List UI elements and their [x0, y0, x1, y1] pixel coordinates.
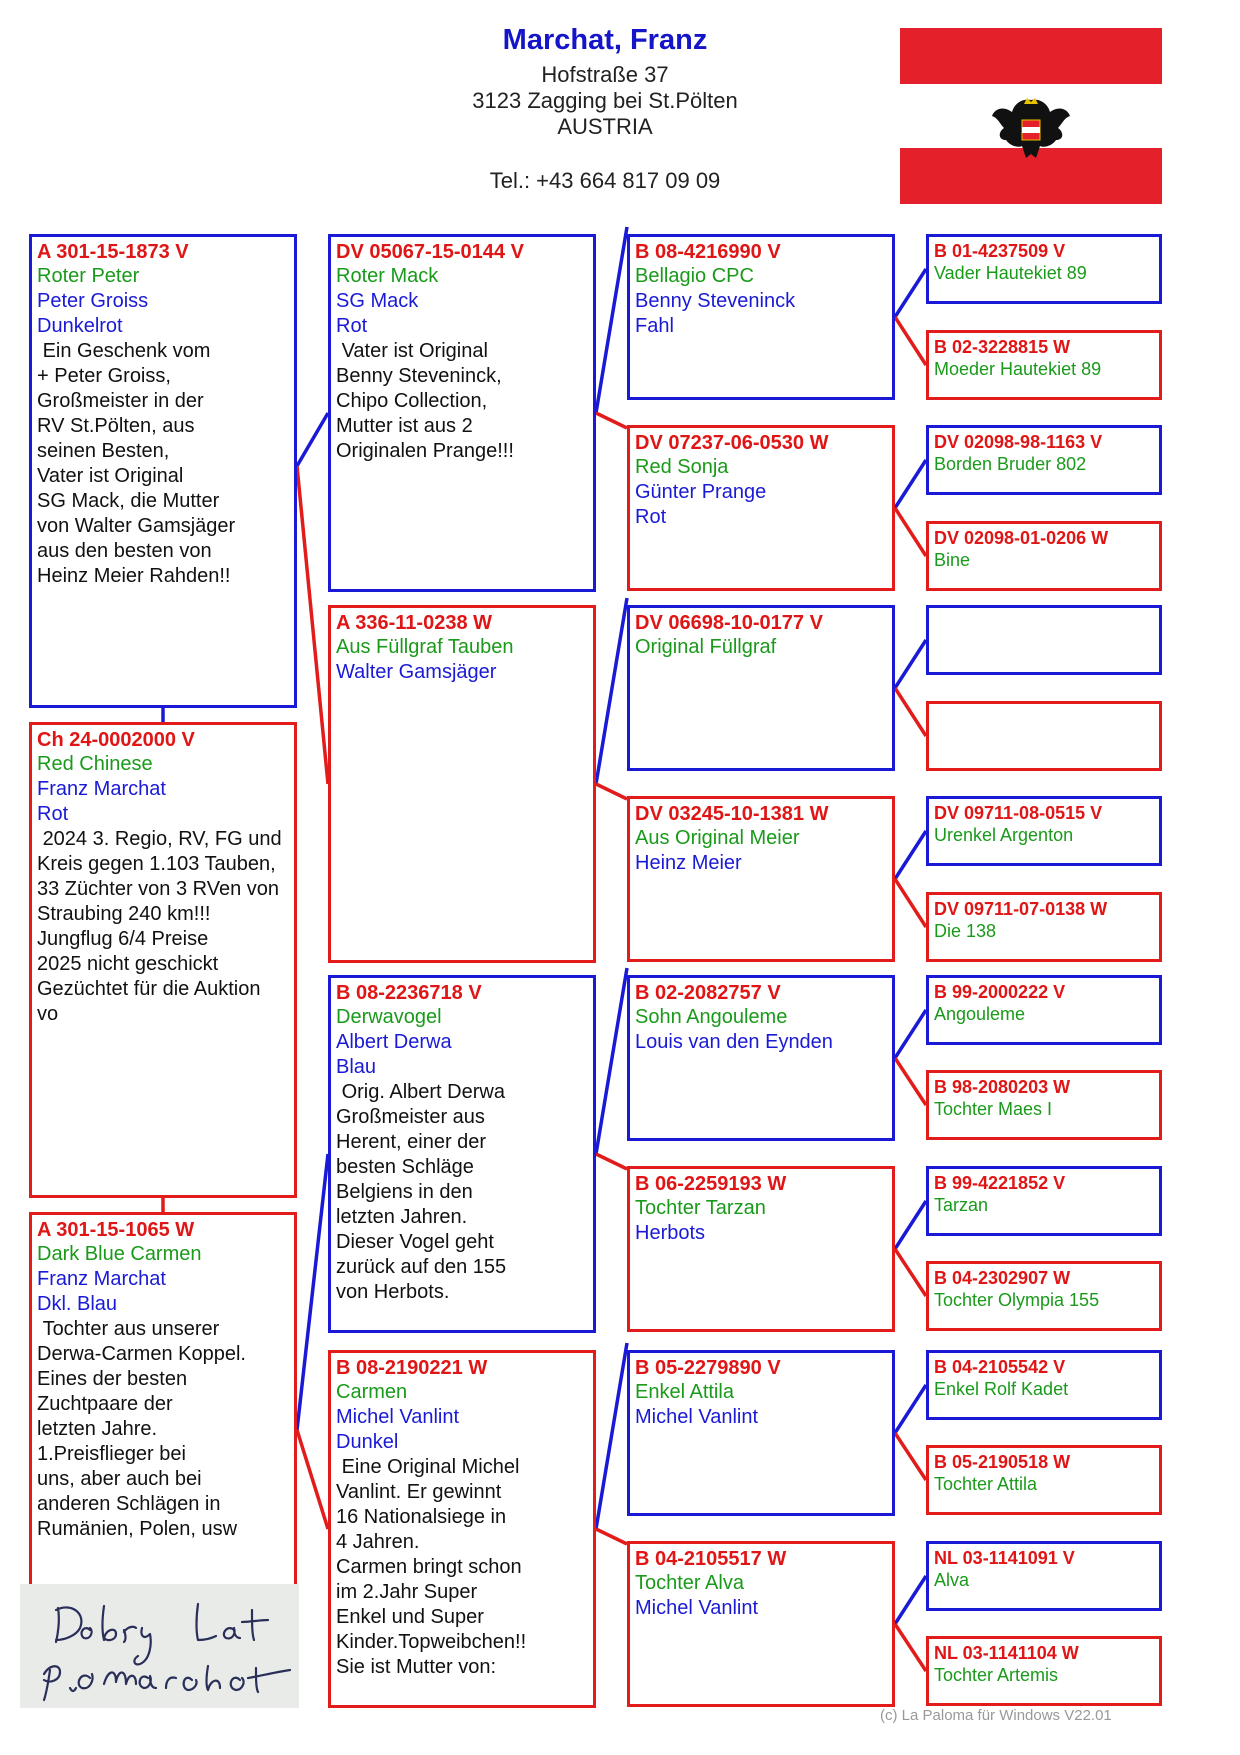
connector-gen3-father	[895, 1010, 926, 1058]
bird-name: Roter Peter	[37, 265, 140, 287]
gen4-card-3	[926, 425, 1162, 495]
bird-name: Tochter Maes I	[934, 1099, 1053, 1119]
gen4-card-15	[926, 1541, 1162, 1611]
connector-gen2-father	[596, 968, 627, 1154]
ring-number: Ch 24-0002000 V	[37, 729, 195, 751]
bird-name: Alva	[934, 1570, 970, 1590]
owner-country: AUSTRIA	[557, 114, 653, 139]
ring-number: DV 02098-01-0206 W	[934, 528, 1109, 548]
ring-number: B 99-4221852 V	[934, 1173, 1066, 1193]
gen4-card-6	[926, 701, 1162, 771]
ring-number: DV 09711-08-0515 V	[934, 803, 1103, 823]
bird-name: Borden Bruder 802	[934, 454, 1087, 474]
bird-name: Enkel Attila	[635, 1381, 734, 1403]
connector-gen2-father	[596, 598, 627, 784]
connector-gen2-father	[596, 227, 627, 413]
bird-name: Tochter Artemis	[934, 1665, 1059, 1685]
bird-note: Vater ist Original Benny Steveninck, Chipo Collection, Mutter ist aus 2 Originalen Prange!!!	[336, 340, 514, 462]
gen4-card-2	[926, 330, 1162, 400]
connector-gen2-mother	[596, 1154, 627, 1169]
bird-color: Dunkel	[336, 1431, 399, 1453]
bird-name: Sohn Angouleme	[635, 1006, 788, 1028]
breeder: Heinz Meier	[635, 852, 742, 874]
gen3-card-6	[627, 1166, 895, 1332]
sire-card	[29, 234, 297, 708]
subject-card	[29, 722, 297, 1198]
connector-gen3-father	[895, 460, 926, 508]
ring-number: DV 07237-06-0530 W	[635, 432, 829, 454]
bird-name: Angouleme	[934, 1004, 1026, 1024]
handwritten-signature	[20, 1584, 299, 1708]
gen2-card-sire-sire	[328, 234, 596, 592]
bird-color: Dkl. Blau	[37, 1293, 118, 1315]
breeder: Peter Groiss	[37, 290, 149, 312]
breeder: Michel Vanlint	[635, 1597, 759, 1619]
connector-gen3-mother	[895, 1249, 926, 1296]
gen2-card-dam-dam	[328, 1350, 596, 1708]
bird-name: Tochter Attila	[934, 1474, 1038, 1494]
austria-flag	[900, 28, 1162, 204]
bird-name: Urenkel Argenton	[934, 825, 1074, 845]
gen4-card-1	[926, 234, 1162, 304]
bird-name: Red Sonja	[635, 456, 729, 478]
owner-city: 3123 Zagging bei St.Pölten	[472, 88, 738, 113]
connector-gen3-mother	[895, 1058, 926, 1105]
ring-number: A 301-15-1873 V	[37, 241, 189, 263]
connector-gen3-mother	[895, 317, 926, 365]
ring-number: B 04-2302907 W	[934, 1268, 1071, 1288]
connector-gen2-father	[596, 1343, 627, 1529]
ring-number: B 08-2236718 V	[336, 982, 482, 1004]
breeder: Franz Marchat	[37, 1268, 166, 1290]
connector-dam-mother	[297, 1430, 328, 1529]
gen2-card-sire-dam	[328, 605, 596, 963]
bird-note: Orig. Albert Derwa Großmeister aus Herent, einer der besten Schläge Belgiens in den letzten Jahren. Dieser Vogel geht zurück auf den 155 von Herbots.	[336, 1081, 507, 1303]
bird-color: Rot	[37, 803, 69, 825]
gen4-card-10	[926, 1070, 1162, 1140]
gen4-card-7	[926, 796, 1162, 866]
bird-color: Fahl	[635, 315, 674, 337]
gen4-card-14	[926, 1445, 1162, 1515]
connector-gen3-father	[895, 1385, 926, 1433]
owner-street: Hofstraße 37	[541, 62, 669, 87]
bird-name: Aus Füllgraf Tauben	[336, 636, 514, 658]
ring-number: NL 03-1141104 W	[934, 1643, 1079, 1663]
connector-gen2-mother	[596, 413, 627, 428]
bird-name: Red Chinese	[37, 753, 153, 775]
bird-note: Ein Geschenk vom + Peter Groiss, Großmeister in der RV St.Pölten, aus seinen Besten, Vater ist Original SG Mack, die Mutter von Walter Gamsjäger aus den besten von Heinz Meier Rahden!!	[37, 340, 236, 587]
connector-gen3-mother	[895, 508, 926, 556]
ring-number: A 301-15-1065 W	[37, 1219, 195, 1241]
connector-sire-father	[297, 413, 328, 466]
bird-name: Tochter Tarzan	[635, 1197, 766, 1219]
breeder: Benny Steveninck	[635, 290, 796, 312]
gen4-card-5	[926, 605, 1162, 675]
bird-color: Blau	[336, 1056, 377, 1078]
owner-name: Marchat, Franz	[502, 24, 708, 56]
connector-gen2-mother	[596, 1529, 627, 1544]
breeder: Albert Derwa	[336, 1031, 452, 1053]
owner-phone: Tel.: +43 664 817 09 09	[489, 168, 721, 193]
ring-number: B 98-2080203 W	[934, 1077, 1071, 1097]
breeder: Günter Prange	[635, 481, 767, 503]
connector-gen3-father	[895, 1201, 926, 1249]
ring-number: B 08-4216990 V	[635, 241, 781, 263]
connector-gen3-father	[895, 1576, 926, 1624]
gen4-card-8	[926, 892, 1162, 962]
bird-note: 2024 3. Regio, RV, FG und Kreis gegen 1.103 Tauben, 33 Züchter von 3 RVen von Straubing 240 km!!! Jungflug 6/4 Preise 2025 nicht geschickt Gezüchtet für die Auktion vo	[37, 828, 282, 1025]
ring-number: DV 09711-07-0138 W	[934, 899, 1108, 919]
ring-number: B 06-2259193 W	[635, 1173, 787, 1195]
gen3-card-4	[627, 796, 895, 962]
ring-number: DV 02098-98-1163 V	[934, 432, 1103, 452]
bird-name: Carmen	[336, 1381, 408, 1403]
bird-name: Derwavogel	[336, 1006, 442, 1028]
connector-gen3-mother	[895, 1624, 926, 1671]
gen2-card-dam-sire	[328, 975, 596, 1333]
breeder: Walter Gamsjäger	[336, 661, 497, 683]
bird-name: Moeder Hautekiet 89	[934, 359, 1102, 379]
breeder: Michel Vanlint	[336, 1406, 460, 1428]
breeder: Herbots	[635, 1222, 706, 1244]
bird-color: Rot	[635, 506, 667, 528]
ring-number: B 08-2190221 W	[336, 1357, 488, 1379]
bird-note: Eine Original Michel Vanlint. Er gewinnt 16 Nationalsiege in 4 Jahren. Carmen bringt schon im 2.Jahr Super Enkel und Super Kinder.Topweibchen!! Sie ist Mutter von:	[336, 1456, 527, 1678]
ring-number: DV 05067-15-0144 V	[336, 241, 524, 263]
bird-name: Tochter Olympia 155	[934, 1290, 1100, 1310]
connector-gen3-father	[895, 831, 926, 879]
bird-name: Vader Hautekiet 89	[934, 263, 1087, 283]
ring-number: NL 03-1141091 V	[934, 1548, 1075, 1568]
bird-name: Bellagio CPC	[635, 265, 754, 287]
breeder: Louis van den Eynden	[635, 1031, 833, 1053]
connector-gen3-mother	[895, 1433, 926, 1480]
bird-color: Rot	[336, 315, 368, 337]
ring-number: B 05-2190518 W	[934, 1452, 1071, 1472]
bird-name: Tarzan	[934, 1195, 989, 1215]
connector-gen3-father	[895, 269, 926, 317]
gen3-card-1	[627, 234, 895, 400]
gen4-card-11	[926, 1166, 1162, 1236]
bird-name: Roter Mack	[336, 265, 439, 287]
connector-gen3-father	[895, 640, 926, 688]
gen4-card-4	[926, 521, 1162, 591]
bird-name: Original Füllgraf	[635, 636, 777, 658]
gen3-card-7	[627, 1350, 895, 1516]
bird-name: Enkel Rolf Kadet	[934, 1379, 1069, 1399]
gen3-card-5	[627, 975, 895, 1141]
connector-gen3-mother	[895, 879, 926, 927]
ring-number: DV 03245-10-1381 W	[635, 803, 829, 825]
ring-number: DV 06698-10-0177 V	[635, 612, 823, 634]
ring-number: B 05-2279890 V	[635, 1357, 781, 1379]
bird-name: Tochter Alva	[635, 1572, 744, 1594]
ring-number: B 04-2105517 W	[635, 1548, 787, 1570]
bird-name: Dark Blue Carmen	[37, 1243, 202, 1265]
gen3-card-3	[627, 605, 895, 771]
gen3-card-8	[627, 1541, 895, 1707]
breeder: Michel Vanlint	[635, 1406, 759, 1428]
connector-gen2-mother	[596, 784, 627, 799]
bird-name: Die 138	[934, 921, 997, 941]
bird-name: Aus Original Meier	[635, 827, 800, 849]
ring-number: A 336-11-0238 W	[336, 612, 493, 634]
breeder: Franz Marchat	[37, 778, 166, 800]
ring-number: B 04-2105542 V	[934, 1357, 1066, 1377]
gen4-card-9	[926, 975, 1162, 1045]
ring-number: B 02-3228815 W	[934, 337, 1071, 357]
ring-number: B 01-4237509 V	[934, 241, 1066, 261]
connector-gen3-mother	[895, 688, 926, 736]
bird-color: Dunkelrot	[37, 315, 123, 337]
breeder: SG Mack	[336, 290, 419, 312]
gen3-card-2	[627, 425, 895, 591]
connector-sire-mother	[297, 466, 328, 784]
ring-number: B 99-2000222 V	[934, 982, 1066, 1002]
bird-note: Tochter aus unserer Derwa-Carmen Koppel. Eines der besten Zuchtpaare der letzten Jahre. 1.Preisflieger bei uns, aber auch bei anderen Schlägen in Rumänien, Polen, usw	[37, 1318, 246, 1540]
bird-name: Bine	[934, 550, 971, 570]
gen4-card-12	[926, 1261, 1162, 1331]
connector-dam-father	[297, 1154, 328, 1430]
software-footer: (c) La Paloma für Windows V22.01	[880, 1707, 1112, 1724]
gen4-card-13	[926, 1350, 1162, 1420]
gen4-card-16	[926, 1636, 1162, 1706]
ring-number: B 02-2082757 V	[635, 982, 781, 1004]
